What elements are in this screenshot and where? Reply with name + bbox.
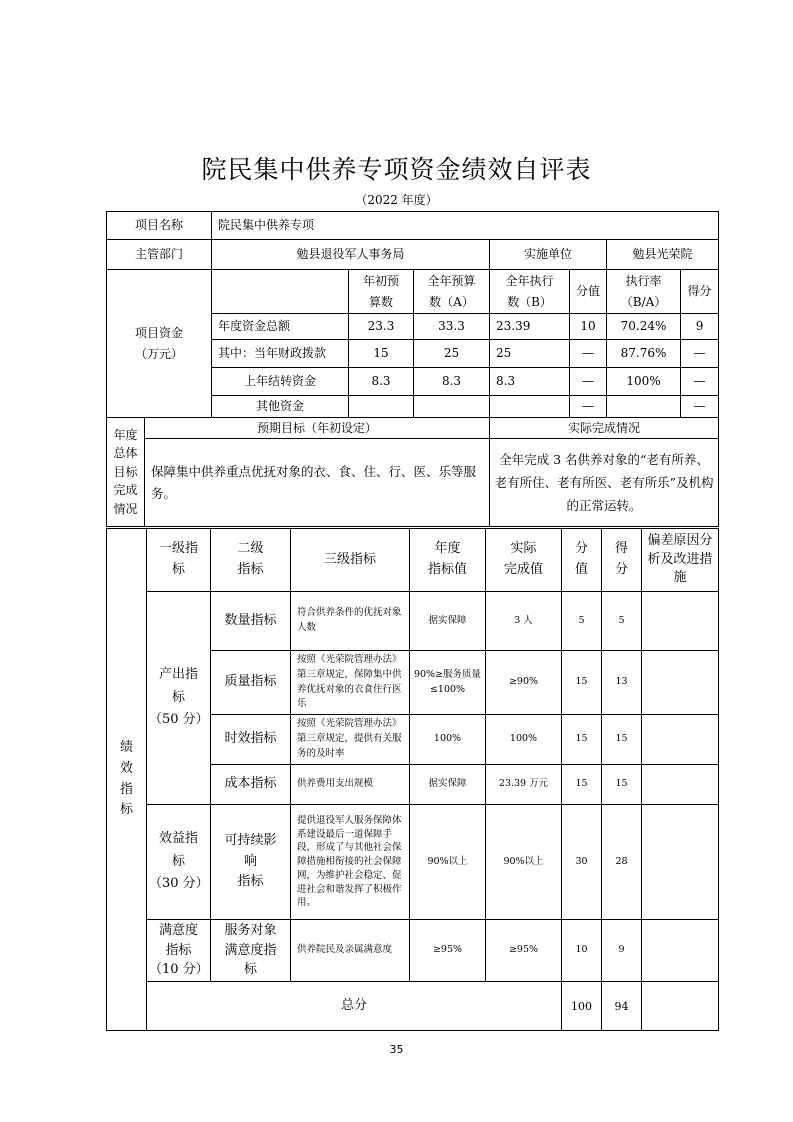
level3: 供养费用支出规模: [291, 765, 410, 805]
funds-row-name: 其他资金: [212, 396, 349, 418]
funds-cell: 25: [490, 340, 570, 368]
funds-cell: [414, 396, 490, 418]
funds-cell: 23.3: [349, 314, 414, 340]
level1-benefit: 效益指 标 （30 分）: [147, 805, 211, 920]
funds-cell: —: [681, 368, 719, 396]
funds-header: 全年预算 数（A）: [414, 270, 490, 314]
level2: 成本指标: [211, 765, 291, 805]
project-name: 院民集中供养专项: [212, 212, 719, 240]
funds-row-name: 其中：当年财政拨款: [212, 340, 349, 368]
got-value: 28: [602, 805, 642, 920]
funds-header: 全年执行 数（B）: [490, 270, 570, 314]
score-value: 30: [562, 805, 602, 920]
funds-header-blank: [212, 270, 349, 314]
impl-value: 勉县光荣院: [607, 240, 719, 270]
level3: 按照《光荣院管理办法》第三章规定，提供有关服务的及时率: [291, 715, 410, 765]
score-value: 15: [562, 765, 602, 805]
actual-value: 23.39 万元: [486, 765, 562, 805]
target-value: ≥95%: [410, 920, 486, 982]
got-value: 15: [602, 715, 642, 765]
funds-cell: 33.3: [414, 314, 490, 340]
deviation-note: [642, 651, 719, 715]
impl-label: 实施单位: [490, 240, 607, 270]
indicators-header: 分 值: [562, 529, 602, 592]
level3: 符合供养条件的优抚对象人数: [291, 592, 410, 651]
indicators-header: 偏差原因分 析及改进措 施: [642, 529, 719, 592]
total-got: 94: [602, 982, 642, 1031]
actual-goal: 全年完成 3 名供养对象的“老有所养、老有所住、老有所医、老有所乐”及机构的正常运转。: [490, 439, 719, 527]
actual-value: ≥95%: [486, 920, 562, 982]
funds-label: 项目资金 （万元）: [107, 270, 212, 418]
funds-cell: 8.3: [490, 368, 570, 396]
funds-cell: 87.76%: [607, 340, 681, 368]
deviation-note: [642, 715, 719, 765]
indicators-header: 一级指 标: [147, 529, 211, 592]
got-value: 15: [602, 765, 642, 805]
funds-cell: 10: [570, 314, 607, 340]
expected-header: 预期目标（年初设定）: [145, 418, 490, 439]
total-label: 总分: [147, 982, 562, 1031]
level3: 提供退役军人服务保障体系建设最后一道保障手段，形成了与其他社会保障措施相衔接的社会保障网，为维护社会稳定、促进社会和谐发挥了积极作用。: [291, 805, 410, 920]
goals-label: 年度 总体 目标 完成 情况: [107, 418, 145, 527]
deviation-note: [642, 920, 719, 982]
funds-cell: 23.39: [490, 314, 570, 340]
level2: 服务对象 满意度指 标: [211, 920, 291, 982]
level1-satisfaction: 满意度 指标 （10 分）: [147, 920, 211, 982]
target-value: 据实保障: [410, 592, 486, 651]
indicators-label: 绩 效 指 标: [107, 529, 147, 1031]
funds-header: 分值: [570, 270, 607, 314]
level2: 可持续影 响 指标: [211, 805, 291, 920]
dept-label: 主管部门: [107, 240, 212, 270]
target-value: 据实保障: [410, 765, 486, 805]
funds-header: 年初预 算数: [349, 270, 414, 314]
total-score: 100: [562, 982, 602, 1031]
actual-value: 3 人: [486, 592, 562, 651]
score-value: 5: [562, 592, 602, 651]
funds-cell: 8.3: [349, 368, 414, 396]
deviation-note: [642, 765, 719, 805]
actual-value: 90%以上: [486, 805, 562, 920]
score-value: 15: [562, 715, 602, 765]
funds-row-name: 上年结转资金: [212, 368, 349, 396]
level2: 质量指标: [211, 651, 291, 715]
score-value: 10: [562, 920, 602, 982]
funds-header: 执行率 （B/A）: [607, 270, 681, 314]
funds-row-name: 年度资金总额: [212, 314, 349, 340]
expected-goal: 保障集中供养重点优抚对象的衣、食、住、行、医、乐等服务。: [145, 439, 490, 527]
funds-cell: 9: [681, 314, 719, 340]
funds-cell: —: [570, 340, 607, 368]
indicators-header: 三级指标: [291, 529, 410, 592]
indicators-header: 年度 指标值: [410, 529, 486, 592]
funds-cell: —: [681, 340, 719, 368]
year-subtitle: （2022 年度）: [355, 193, 438, 207]
score-value: 15: [562, 651, 602, 715]
indicators-table: [106, 528, 719, 1031]
level3: 供养院民及亲属满意度: [291, 920, 410, 982]
level2: 数量指标: [211, 592, 291, 651]
page-number: 35: [389, 1043, 404, 1056]
funds-cell: [607, 396, 681, 418]
funds-cell: 70.24%: [607, 314, 681, 340]
deviation-note: [642, 805, 719, 920]
funds-header: 得分: [681, 270, 719, 314]
page-title: 院民集中供养专项资金绩效自评表: [201, 155, 592, 184]
funds-cell: —: [681, 396, 719, 418]
funds-cell: 15: [349, 340, 414, 368]
actual-header: 实际完成情况: [490, 418, 719, 439]
deviation-note: [642, 592, 719, 651]
got-value: 13: [602, 651, 642, 715]
actual-value: ≥90%: [486, 651, 562, 715]
target-value: 90%≥服务质量≤100%: [410, 651, 486, 715]
project-funds-table: [106, 211, 719, 527]
level3: 按照《光荣院管理办法》第三章规定，保障集中供养优抚对象的衣食住行医乐: [291, 651, 410, 715]
indicators-header: 实际 完成值: [486, 529, 562, 592]
target-value: 90%以上: [410, 805, 486, 920]
actual-value: 100%: [486, 715, 562, 765]
total-note: [642, 982, 719, 1031]
funds-cell: 8.3: [414, 368, 490, 396]
funds-cell: 25: [414, 340, 490, 368]
funds-cell: 100%: [607, 368, 681, 396]
indicators-header: 二级 指标: [211, 529, 291, 592]
funds-cell: [490, 396, 570, 418]
project-name-label: 项目名称: [107, 212, 212, 240]
indicators-header: 得 分: [602, 529, 642, 592]
funds-cell: —: [570, 368, 607, 396]
level1-output: 产出指 标 （50 分）: [147, 592, 211, 805]
got-value: 5: [602, 592, 642, 651]
dept-value: 勉县退役军人事务局: [212, 240, 490, 270]
funds-cell: —: [570, 396, 607, 418]
level2: 时效指标: [211, 715, 291, 765]
funds-cell: [349, 396, 414, 418]
target-value: 100%: [410, 715, 486, 765]
got-value: 9: [602, 920, 642, 982]
